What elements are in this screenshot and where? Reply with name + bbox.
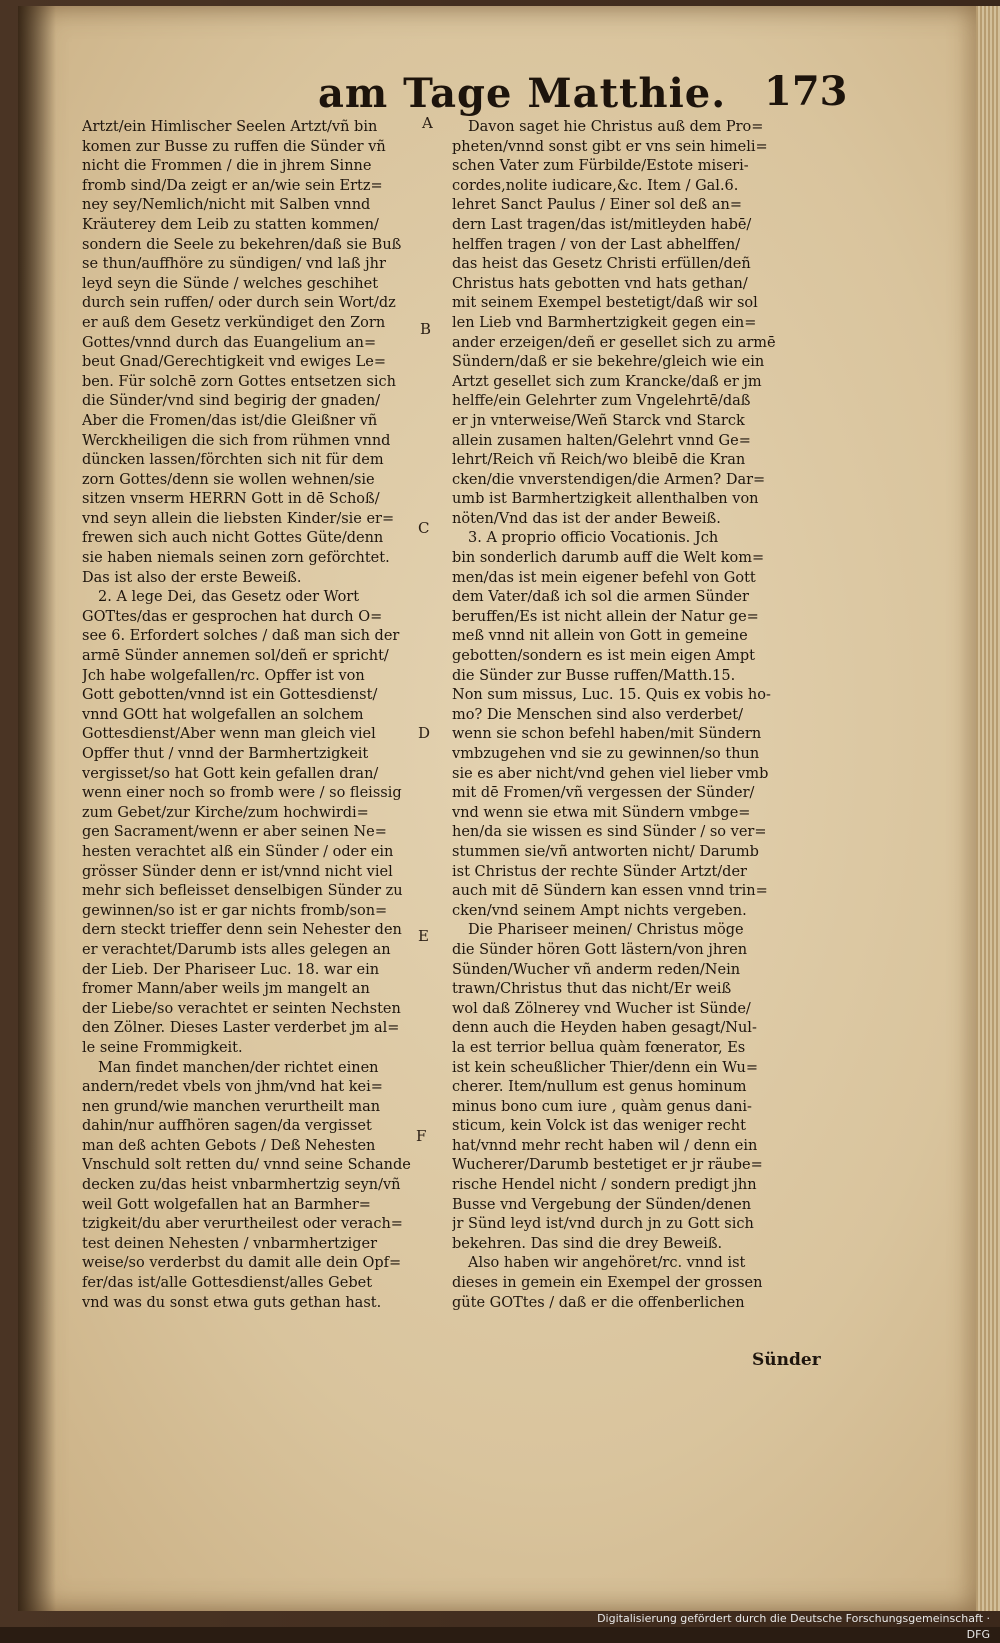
text-line: trawn/Christus thut das nicht/Er weiß	[452, 981, 732, 998]
text-line: GOTtes/das er gesprochen hat durch O=	[82, 608, 383, 625]
text-line: Non sum missus, Luc. 15. Quis ex vobis ho-	[452, 687, 771, 704]
text-line: vnd seyn allein die liebsten Kinder/sie er=	[82, 510, 395, 527]
text-line: die Sünder/vnd sind begirig der gnaden/	[82, 393, 381, 410]
text-line: men/das ist mein eigener befehl von Gott	[452, 569, 756, 586]
text-line: cordes,nolite iudicare,&c. Item / Gal.6.	[452, 177, 739, 194]
text-line: armē Sünder annemen sol/deñ er spricht/	[82, 648, 389, 665]
left-text-column	[82, 118, 412, 1313]
text-line: andern/redet vbels von jhm/vnd hat kei=	[82, 1079, 383, 1096]
text-line: Christus hats gebotten vnd hats gethan/	[452, 275, 748, 292]
text-line: bin sonderlich darumb auff die Welt kom=	[452, 550, 765, 567]
text-line: gebotten/sondern es ist mein eigen Ampt	[452, 648, 756, 665]
text-line: mo? Die Menschen sind also verderbet/	[452, 706, 743, 723]
text-line: fromer Mann/aber weils jm mangelt an	[82, 981, 370, 998]
text-line: hat/vnnd mehr recht haben wil / denn ein	[452, 1137, 758, 1154]
text-line: dieses in gemein ein Exempel der grossen	[452, 1275, 763, 1292]
text-line: Sünden/Wucher vñ anderm reden/Nein	[452, 961, 741, 978]
text-line: Jch habe wolgefallen/rc. Opffer ist von	[82, 667, 365, 684]
text-line: vergisset/so hat Gott kein gefallen dran/	[82, 765, 379, 782]
text-line: sticum, kein Volck ist das weniger recht	[452, 1118, 746, 1135]
text-line: zum Gebet/zur Kirche/zum hochwirdi=	[82, 804, 369, 821]
margin-letter-a: A	[422, 114, 433, 132]
text-line: Man findet manchen/der richtet einen	[98, 1059, 379, 1076]
text-line: die Sünder hören Gott lästern/von jhren	[452, 941, 748, 958]
text-line: wenn einer noch so fromb were / so fleissig	[82, 785, 402, 802]
text-line: der Liebe/so verachtet er seinten Nechsten	[82, 1000, 401, 1017]
text-line: Die Phariseer meinen/ Christus möge	[468, 922, 744, 939]
text-line: cherer. Item/nullum est genus hominum	[452, 1079, 747, 1096]
text-line: er jn vnterweise/Weñ Starck vnd Starck	[452, 412, 745, 429]
text-line: Artzt/ein Himlischer Seelen Artzt/vñ bin	[82, 119, 378, 135]
text-line: 3. A proprio officio Vocationis. Jch	[468, 530, 719, 547]
text-line: la est terrior bellua quàm fœnerator, Es	[452, 1039, 746, 1056]
text-line: allein zusamen halten/Gelehrt vnnd Ge=	[452, 432, 751, 449]
text-line: auch mit dē Sündern kan essen vnnd trin=	[452, 883, 768, 900]
text-line: tzigkeit/du aber verurtheilest oder verach=	[82, 1216, 403, 1233]
text-line: sie es aber nicht/vnd gehen viel lieber vmb	[452, 765, 769, 782]
text-line: Das ist also der erste Beweiß.	[82, 569, 302, 586]
text-line: helffe/ein Gelehrter zum Vngelehrtē/daß	[452, 393, 751, 410]
text-line: weise/so verderbst du damit alle dein Opf=	[82, 1255, 402, 1272]
text-line: ben. Für solchē zorn Gottes entsetzen sich	[82, 373, 396, 390]
text-line: den Zölner. Dieses Laster verderbet jm al=	[82, 1020, 400, 1037]
text-line: düncken lassen/förchten sich nit für dem	[82, 452, 384, 469]
text-line: sitzen vnserm HERRN Gott in dē Schoß/	[82, 491, 380, 508]
text-line: Also haben wir angehöret/rc. vnnd ist	[468, 1255, 746, 1272]
text-line: denn auch die Heyden haben gesagt/Nul-	[452, 1020, 757, 1037]
text-line: rische Hendel nicht / sondern predigt jhn	[452, 1177, 757, 1194]
text-line: bekehren. Das sind die drey Beweiß.	[452, 1235, 723, 1252]
catchword: Sünder	[752, 1350, 821, 1370]
text-line: mit dē Fromen/vñ vergessen der Sünder/	[452, 785, 755, 802]
page-edges	[976, 6, 1000, 1611]
margin-letter-d: D	[418, 724, 431, 742]
margin-letter-b: B	[420, 320, 432, 338]
text-line: schen Vater zum Fürbilde/Estote miseri-	[452, 158, 749, 175]
text-line: dahin/nur auffhören sagen/da vergisset	[82, 1118, 372, 1135]
text-line: durch sein ruffen/ oder durch sein Wort/dz	[82, 295, 396, 312]
digitization-footer: Digitalisierung gefördert durch die Deutsche Forschungsgemeinschaft · DFG	[597, 1612, 990, 1641]
text-line: mehr sich befleisset denselbigen Sünder zu	[82, 883, 403, 900]
text-line: Davon saget hie Christus auß dem Pro=	[468, 119, 764, 135]
text-line: beut Gnad/Gerechtigkeit vnd ewiges Le=	[82, 354, 387, 371]
text-line: Gott gebotten/vnnd ist ein Gottesdienst/	[82, 687, 378, 704]
text-line: len Lieb vnd Barmhertzigkeit gegen ein=	[452, 314, 757, 331]
text-line: vnd was du sonst etwa guts gethan hast.	[82, 1294, 382, 1311]
text-line: test deinen Nehesten / vnbarmhertziger	[82, 1235, 378, 1252]
text-line: beruffen/Es ist nicht allein der Natur ge=	[452, 608, 759, 625]
text-line: zorn Gottes/denn sie wollen wehnen/sie	[82, 471, 375, 488]
text-line: frewen sich auch nicht Gottes Güte/denn	[82, 530, 384, 547]
text-line: dern Last tragen/das ist/mitleyden habē/	[452, 216, 752, 233]
text-line: umb ist Barmhertzigkeit allenthalben von	[452, 491, 759, 508]
text-line: minus bono cum iure , quàm genus dani-	[452, 1098, 752, 1115]
right-text-column	[452, 118, 792, 1313]
text-line: das heist das Gesetz Christi erfüllen/deñ	[452, 256, 751, 273]
text-line: Kräuterey dem Leib zu statten kommen/	[82, 216, 379, 233]
text-line: ist Christus der rechte Sünder Artzt/der	[452, 863, 747, 880]
page-number: 173	[764, 68, 848, 115]
margin-letter-e: E	[418, 927, 429, 945]
text-line: 2. A lege Dei, das Gesetz oder Wort	[98, 589, 360, 606]
text-line: Wucherer/Darumb bestetiget er jr räube=	[452, 1157, 763, 1174]
margin-letter-c: C	[418, 519, 430, 537]
text-line: nöten/Vnd das ist der ander Beweiß.	[452, 510, 721, 527]
text-line: vmbzugehen vnd sie zu gewinnen/so thun	[452, 746, 760, 762]
text-line: jr Sünd leyd ist/vnd durch jn zu Gott sich	[452, 1216, 754, 1233]
text-line: Artzt gesellet sich zum Krancke/daß er jm	[452, 373, 762, 390]
text-line: Werckheiligen die sich from rühmen vnnd	[82, 432, 391, 449]
text-line: nicht die Frommen / die in jhrem Sinne	[82, 158, 372, 175]
text-line: Sündern/daß er sie bekehre/gleich wie ein	[452, 354, 765, 371]
text-line: helffen tragen / von der Last abhelffen/	[452, 236, 741, 253]
text-line: nen grund/wie manchen verurtheilt man	[82, 1098, 381, 1115]
text-line: ney sey/Nemlich/nicht mit Salben vnnd	[82, 197, 371, 214]
text-line: Gottes/vnnd durch das Euangelium an=	[82, 334, 377, 351]
text-line: hen/da sie wissen es sind Sünder / so ver=	[452, 824, 767, 841]
text-line: Opffer thut / vnnd der Barmhertzigkeit	[82, 746, 369, 762]
text-line: gen Sacrament/wenn er aber seinen Ne=	[82, 824, 387, 841]
text-line: lehret Sanct Paulus / Einer sol deß an=	[452, 197, 742, 214]
text-line: Busse vnd Vergebung der Sünden/denen	[452, 1196, 752, 1213]
text-line: see 6. Erfordert solches / daß man sich der	[82, 628, 400, 645]
text-line: vnnd GOtt hat wolgefallen an solchem	[82, 706, 364, 723]
text-line: leyd seyn die Sünde / welches geschihet	[82, 275, 379, 292]
text-line: er auß dem Gesetz verkündiget den Zorn	[82, 314, 386, 331]
text-line: sondern die Seele zu bekehren/daß sie Buß	[82, 236, 402, 253]
text-line: Aber die Fromen/das ist/die Gleißner vñ	[82, 412, 378, 429]
spine-shadow	[18, 6, 56, 1611]
text-line: hesten verachtet alß ein Sünder / oder ein	[82, 843, 394, 860]
text-line: dern steckt trieffer denn sein Nehester den	[82, 922, 402, 939]
running-head: am Tage Matthie.	[318, 70, 727, 117]
text-line: ander erzeigen/deñ er gesellet sich zu armē	[452, 334, 776, 351]
text-line: komen zur Busse zu ruffen die Sünder vñ	[82, 138, 386, 155]
text-line: cken/die vnverstendigen/die Armen? Dar=	[452, 471, 766, 488]
text-line: mit seinem Exempel bestetigt/daß wir sol	[452, 295, 758, 312]
text-line: Gottesdienst/Aber wenn man gleich viel	[82, 726, 376, 743]
margin-letter-f: F	[416, 1127, 427, 1145]
text-line: dem Vater/daß ich sol die armen Sünder	[452, 589, 749, 606]
text-line: grösser Sünder denn er ist/vnnd nicht viel	[82, 863, 393, 880]
text-line: der Lieb. Der Phariseer Luc. 18. war ein	[82, 961, 380, 978]
text-line: decken zu/das heist vnbarmhertzig seyn/vñ	[82, 1177, 401, 1194]
text-line: fromb sind/Da zeigt er an/wie sein Ertz=	[82, 177, 383, 194]
text-line: lehrt/Reich vñ Reich/wo bleibē die Kran	[452, 452, 746, 469]
text-line: le seine Frommigkeit.	[82, 1039, 243, 1056]
text-line: er verachtet/Darumb ists alles gelegen an	[82, 941, 391, 958]
text-line: pheten/vnnd sonst gibt er vns sein himeli=	[452, 138, 768, 155]
text-line: güte GOTtes / daß er die offenberlichen	[452, 1294, 745, 1311]
text-line: wol daß Zölnerey vnd Wucher ist Sünde/	[452, 1000, 751, 1017]
text-line: Vnschuld solt retten du/ vnnd seine Schande	[82, 1157, 411, 1174]
text-line: se thun/auffhöre zu sündigen/ vnd laß jhr	[82, 256, 386, 273]
text-line: die Sünder zur Busse ruffen/Matth.15.	[452, 667, 736, 684]
text-line: ist kein scheußlicher Thier/denn ein Wu=	[452, 1059, 758, 1076]
text-line: fer/das ist/alle Gottesdienst/alles Gebet	[82, 1275, 373, 1292]
text-line: man deß achten Gebots / Deß Nehesten	[82, 1137, 376, 1154]
text-line: vnd wenn sie etwa mit Sündern vmbge=	[452, 804, 751, 821]
text-line: stummen sie/vñ antworten nicht/ Darumb	[452, 843, 759, 860]
text-line: meß vnnd nit allein von Gott in gemeine	[452, 628, 748, 645]
text-line: gewinnen/so ist er gar nichts fromb/son=	[82, 902, 388, 919]
text-line: cken/vnd seinem Ampt nichts vergeben.	[452, 902, 747, 919]
text-line: wenn sie schon befehl haben/mit Sündern	[452, 726, 762, 743]
text-line: weil Gott wolgefallen hat an Barmher=	[82, 1196, 371, 1213]
text-line: sie haben niemals seinen zorn geförchtet.	[82, 550, 390, 567]
